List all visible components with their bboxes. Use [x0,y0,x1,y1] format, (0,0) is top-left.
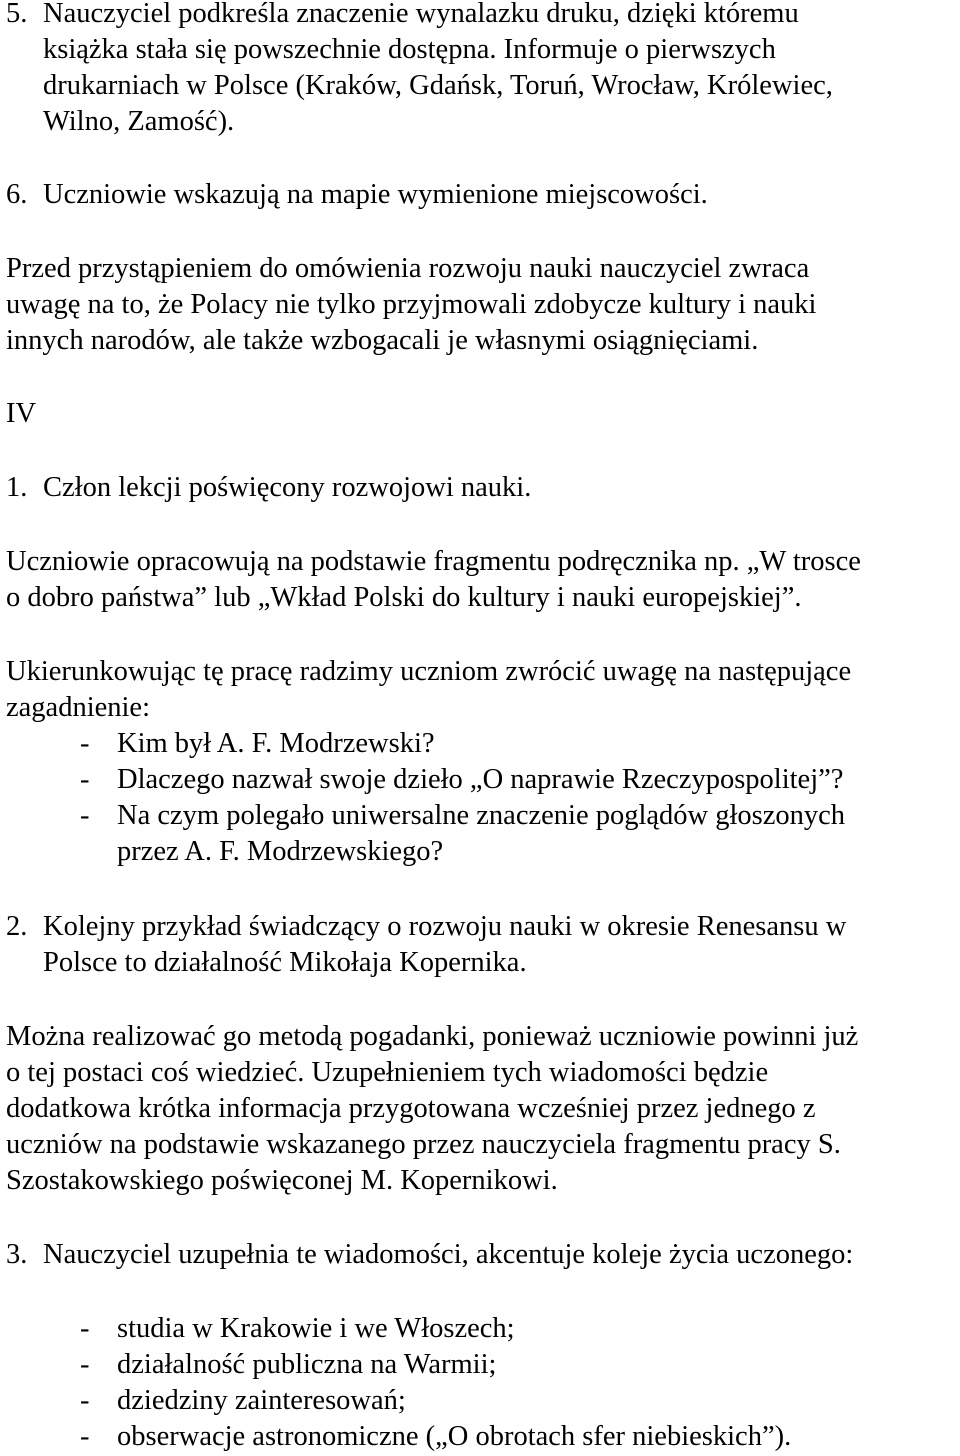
para-ukierunk-line-2: zagadnienie: [6,692,151,723]
item-5-line-1: Nauczyciel podkreśla znaczenie wynalazku druku, dzięki któremu [43,0,799,29]
question-2-text: Dlaczego nazwał swoje dzieło „O naprawie Rzeczypospolitej”? [117,764,844,795]
life-point-3-dash: - [80,1385,90,1416]
question-1-dash: - [80,728,90,759]
section-heading: IV [6,398,37,429]
question-3-dash: - [80,800,90,831]
life-point-2-text: działalność publiczna na Warmii; [117,1349,497,1380]
item-1-number: 1. [6,472,28,503]
item-2-number: 2. [6,911,28,942]
para-mozna-line-3: dodatkowa krótka informacja przygotowana wcześniej przez jednego z [6,1093,816,1124]
question-3-text-line-2: przez A. F. Modrzewskiego? [117,836,444,867]
para-mozna-line-4: uczniów na podstawie wskazanego przez nauczyciela fragmentu pracy S. [6,1129,841,1160]
para-mozna-line-1: Można realizować go metodą pogadanki, ponieważ uczniowie powinni już [6,1021,859,1052]
item-5-line-3: drukarniach w Polsce (Kraków, Gdańsk, Toruń, Wrocław, Królewiec, [43,70,833,101]
para-uczniowie-line-2: o dobro państwa” lub „Wkład Polski do kultury i nauki europejskiej”. [6,582,802,613]
question-1-text: Kim był A. F. Modrzewski? [117,728,435,759]
item-5-line-2: książka stała się powszechnie dostępna. Informuje o pierwszych [43,34,776,65]
question-3-text-line-1: Na czym polegało uniwersalne znaczenie poglądów głoszonych [117,800,846,831]
item-5-number: 5. [6,0,28,29]
para-przed-line-3: innych narodów, ale także wzbogacali je własnymi osiągnięciami. [6,325,759,356]
question-2-dash: - [80,764,90,795]
item-2-line-2: Polsce to działalność Mikołaja Kopernika. [43,947,527,978]
life-point-2-dash: - [80,1349,90,1380]
item-6-text: Uczniowie wskazują na mapie wymienione miejscowości. [43,179,708,210]
para-przed-line-1: Przed przystąpieniem do omówienia rozwoju nauki nauczyciel zwraca [6,253,810,284]
life-point-4-text: obserwacje astronomiczne („O obrotach sfer niebieskich”). [117,1421,792,1452]
para-mozna-line-2: o tej postaci coś wiedzieć. Uzupełnieniem tych wiadomości będzie [6,1057,769,1088]
para-ukierunk-line-1: Ukierunkowując tę pracę radzimy uczniom zwrócić uwagę na następujące [6,656,852,687]
life-point-4-dash: - [80,1421,90,1452]
para-mozna-line-5: Szostakowskiego poświęconej M. Kopernikowi. [6,1165,558,1196]
item-2-line-1: Kolejny przykład świadczący o rozwoju nauki w okresie Renesansu w [43,911,847,942]
item-5-line-4: Wilno, Zamość). [43,106,235,137]
life-point-3-text: dziedziny zainteresowań; [117,1385,406,1416]
life-point-1-dash: - [80,1313,90,1344]
item-6-number: 6. [6,179,28,210]
para-przed-line-2: uwagę na to, że Polacy nie tylko przyjmowali zdobycze kultury i nauki [6,289,817,320]
para-uczniowie-line-1: Uczniowie opracowują na podstawie fragmentu podręcznika np. „W trosce [6,546,861,577]
item-3-number: 3. [6,1239,28,1270]
life-point-1-text: studia w Krakowie i we Włoszech; [117,1313,515,1344]
item-3-text: Nauczyciel uzupełnia te wiadomości, akcentuje koleje życia uczonego: [43,1239,854,1270]
item-1-text: Człon lekcji poświęcony rozwojowi nauki. [43,472,532,503]
